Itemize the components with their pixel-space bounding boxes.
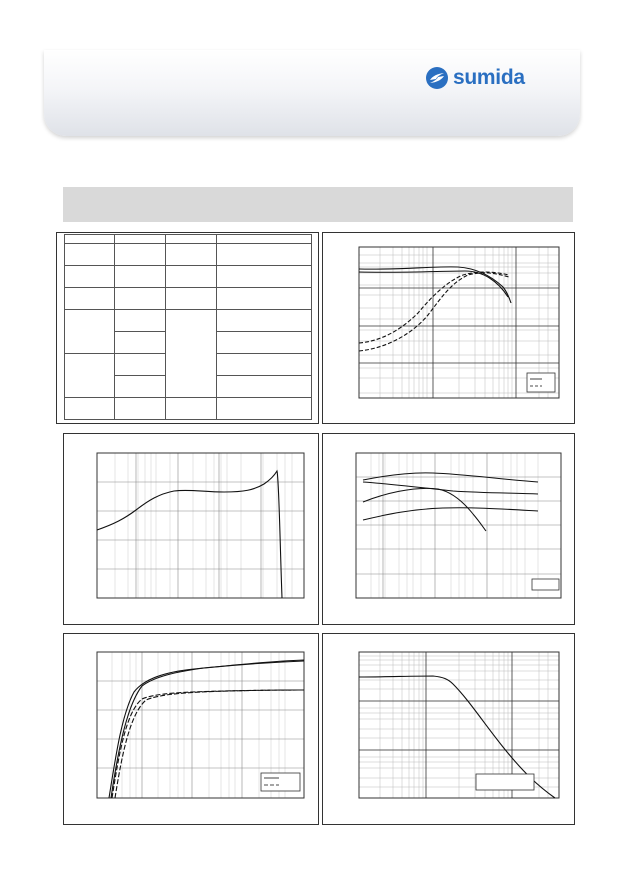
table-header-row bbox=[65, 235, 312, 244]
chart-legend bbox=[261, 773, 300, 791]
chart-panel-bottom-right bbox=[322, 633, 575, 825]
chart-legend bbox=[532, 579, 559, 590]
chart-panel-mid-right bbox=[322, 433, 575, 625]
curve bbox=[359, 272, 509, 343]
chart-mid-right bbox=[323, 434, 574, 624]
table-row bbox=[65, 244, 312, 266]
table-row bbox=[65, 288, 312, 310]
sumida-logo-icon bbox=[425, 66, 449, 90]
logo-text: sumida bbox=[453, 66, 525, 89]
title-bar bbox=[63, 187, 573, 222]
chart-panel-top-right bbox=[322, 232, 575, 424]
chart-legend bbox=[476, 774, 534, 790]
spec-table bbox=[64, 234, 312, 420]
chart-bottom-left bbox=[64, 634, 318, 824]
curve bbox=[363, 473, 538, 482]
curve bbox=[363, 482, 538, 494]
chart-mid-left bbox=[64, 434, 318, 624]
brand-logo bbox=[425, 64, 549, 92]
chart-panel-bottom-left bbox=[63, 633, 319, 825]
chart-bottom-right bbox=[323, 634, 574, 824]
curve bbox=[97, 471, 282, 598]
table-row bbox=[65, 398, 312, 420]
chart-panel-mid-left bbox=[63, 433, 319, 625]
chart-top-right bbox=[323, 233, 574, 423]
table-row bbox=[65, 266, 312, 288]
curve bbox=[363, 508, 538, 520]
curve bbox=[359, 273, 509, 351]
header-band bbox=[44, 50, 580, 136]
chart-legend bbox=[527, 373, 555, 392]
table-row bbox=[65, 310, 312, 332]
